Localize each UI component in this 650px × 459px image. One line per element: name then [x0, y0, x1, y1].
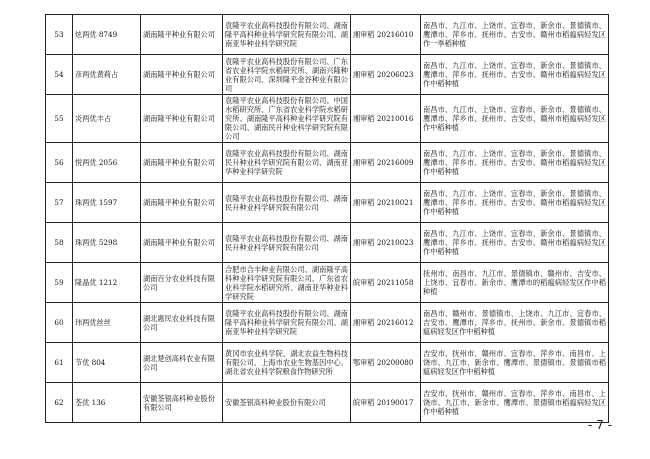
- row-number-cell: 53: [46, 15, 73, 55]
- breeder-cell: 袁隆平农业高科技股份有限公司、广东省农业科学院水稻研究所、湖南兴隆种业有限公司、深圳隆平金谷种业有限公司: [223, 55, 351, 95]
- row-number-cell: 57: [46, 183, 73, 223]
- row-number-cell: 59: [46, 263, 73, 303]
- variety-name-cell: 珠两优 1597: [73, 183, 141, 223]
- planting-area-cell: 南昌市、九江市、上饶市、宜春市、新余市、景德镇市、鹰潭市、萍乡市、抚州市、吉安市、赣州市稻瘟病轻发区作中稻种植: [421, 183, 609, 223]
- applicant-cell: 湖南隆平种业有限公司: [141, 15, 223, 55]
- row-number-cell: 55: [46, 95, 73, 143]
- variety-name-cell: 彦两优黄莉占: [73, 55, 141, 95]
- planting-area-cell: 南昌市、九江市、上饶市、宜春市、新余市、景德镇市、鹰潭市、萍乡市、抚州市、吉安市、赣州市稻瘟病轻发区作一季稻种植: [421, 15, 609, 55]
- row-number-cell: 60: [46, 303, 73, 343]
- planting-area-cell: 吉安市、抚州市、赣州市、宜春市、萍乡市、南昌市、上饶市、九江市、新余市、鹰潭市、景德镇市、景德镇市稻瘟病轻发区作中稻种植: [421, 343, 609, 383]
- breeder-cell: 安徽荃银高科种业股份有限公司: [223, 383, 351, 423]
- table-row: [46, 263, 609, 303]
- table-row: [46, 343, 609, 383]
- row-number-cell: 61: [46, 343, 73, 383]
- planting-area-cell: 南昌市、九江市、上饶市、宜春市、新余市、景德镇市、鹰潭市、萍乡市、抚州市、吉安市、赣州市稻瘟病轻发区作中稻种植: [421, 95, 609, 143]
- breeder-cell: 袁隆平农业高科技股份有限公司、湖南隆平高科种业科学研究院有限公司、湖南亚华种业科学研究院: [223, 15, 351, 55]
- applicant-cell: 湖南隆平种业有限公司: [141, 55, 223, 95]
- approval-code-cell: 鄂审稻 20200080: [351, 343, 421, 383]
- row-number-cell: 62: [46, 383, 73, 423]
- applicant-cell: 湖南隆平种业有限公司: [141, 95, 223, 143]
- breeder-cell: 袁隆平农业高科技股份有限公司、中国水稻研究所、广东省农业科学院水稻研究所、湖南隆平高科种业科学研究院有限公司、湖南民升种业科学研究院有限公司: [223, 95, 351, 143]
- breeder-cell: 袁隆平农业高科技股份有限公司、湖南民升种业科学研究院有限公司: [223, 183, 351, 223]
- row-number-cell: 56: [46, 143, 73, 183]
- approval-code-cell: 湘审稻 20210016: [351, 95, 421, 143]
- approval-code-cell: 皖审稻 20211058: [351, 263, 421, 303]
- applicant-cell: 安徽荃银高科种业股份有限公司: [141, 383, 223, 423]
- applicant-cell: 湖南百分农业科技有限公司: [141, 263, 223, 303]
- table-row: [46, 15, 609, 55]
- applicant-cell: 湖北惠民农业科技有限公司: [141, 303, 223, 343]
- table-row: [46, 383, 609, 423]
- variety-name-cell: 炎两优丰占: [73, 95, 141, 143]
- planting-area-cell: 南昌市、九江市、上饶市、宜春市、新余市、景德镇市、鹰潭市、萍乡市、抚州市、吉安市、赣州市稻瘟病轻发区作中稻种植: [421, 55, 609, 95]
- table-row: [46, 303, 609, 343]
- variety-name-cell: 隆晶优 1212: [73, 263, 141, 303]
- approval-code-cell: 湘审稻 20216009: [351, 143, 421, 183]
- planting-area-cell: 南昌市、赣州市、景德镇市、上饶市、九江市、宜春市、吉安市、鹰潭市、萍乡市、抚州市、新余市、景德镇市稻瘟病轻发区作中稻种植: [421, 303, 609, 343]
- table-row: [46, 183, 609, 223]
- variety-name-cell: 荃优 136: [73, 383, 141, 423]
- planting-area-cell: 抚州市、南昌市、九江市、景德镇市、赣州市、吉安市、上饶市、宜春市、新余市、鹰潭市的稻瘟病轻发区作中稻种植: [421, 263, 609, 303]
- breeder-cell: 袁隆平农业高科技股份有限公司、湖南民升种业科学研究院有限公司、湖南亚华种业科学研究院: [223, 143, 351, 183]
- breeder-cell: 袁隆平农业高科技股份有限公司、湖南民升种业科学研究院有限公司: [223, 223, 351, 263]
- approval-code-cell: 湘审稻 20210023: [351, 223, 421, 263]
- page-number: - 7 -: [588, 418, 612, 432]
- breeder-cell: 袁隆平农业高科技股份有限公司、湖南隆平高科种业科学研究院有限公司、湖南亚华种业科学研究院: [223, 303, 351, 343]
- row-number-cell: 54: [46, 55, 73, 95]
- applicant-cell: 湖南隆平种业有限公司: [141, 183, 223, 223]
- variety-name-cell: 珠两优 5298: [73, 223, 141, 263]
- variety-table: [45, 14, 609, 423]
- applicant-cell: 湖南隆平种业有限公司: [141, 223, 223, 263]
- approval-code-cell: 湘审稻 20210021: [351, 183, 421, 223]
- breeder-cell: 合肥市合丰种业有限公司、湖南隆平高科种业科学研究院有限公司、广东省农业科学院水稻研究所、湖南亚华种业科学研究院: [223, 263, 351, 303]
- row-number-cell: 58: [46, 223, 73, 263]
- variety-name-cell: 节优 804: [73, 343, 141, 383]
- variety-name-cell: 炫两优 8749: [73, 15, 141, 55]
- variety-name-cell: 玮两优丝丝: [73, 303, 141, 343]
- breeder-cell: 黄冈市农业科学院、湖北农益生物科技有限公司、上海市农业生物基因中心、湖北省农业科学院粮食作物研究所: [223, 343, 351, 383]
- approval-code-cell: 湘审稻 20216010: [351, 15, 421, 55]
- table-row: [46, 55, 609, 95]
- approval-code-cell: 皖审稻 20190017: [351, 383, 421, 423]
- table-row: [46, 143, 609, 183]
- applicant-cell: 湖北楚创高科农业有限公司: [141, 343, 223, 383]
- approval-code-cell: 湘审稻 20216012: [351, 303, 421, 343]
- table-body: [46, 15, 609, 423]
- approval-code-cell: 湘审稻 20206023: [351, 55, 421, 95]
- applicant-cell: 湖南隆平种业有限公司: [141, 143, 223, 183]
- planting-area-cell: 吉安市、抚州市、赣州市、宜春市、萍乡市、南昌市、上饶市、九江市、新余市、鹰潭市、景德镇市稻瘟病轻发区作中稻种植: [421, 383, 609, 423]
- planting-area-cell: 南昌市、九江市、上饶市、宜春市、新余市、景德镇市、鹰潭市、萍乡市、抚州市、吉安市、赣州市稻瘟病轻发区作中稻种植: [421, 143, 609, 183]
- planting-area-cell: 南昌市、九江市、上饶市、宜春市、新余市、景德镇市、鹰潭市、萍乡市、抚州市、吉安市、赣州市稻瘟病轻发区作中稻种植: [421, 223, 609, 263]
- table-row: [46, 95, 609, 143]
- table-row: [46, 223, 609, 263]
- variety-name-cell: 悦两优 2056: [73, 143, 141, 183]
